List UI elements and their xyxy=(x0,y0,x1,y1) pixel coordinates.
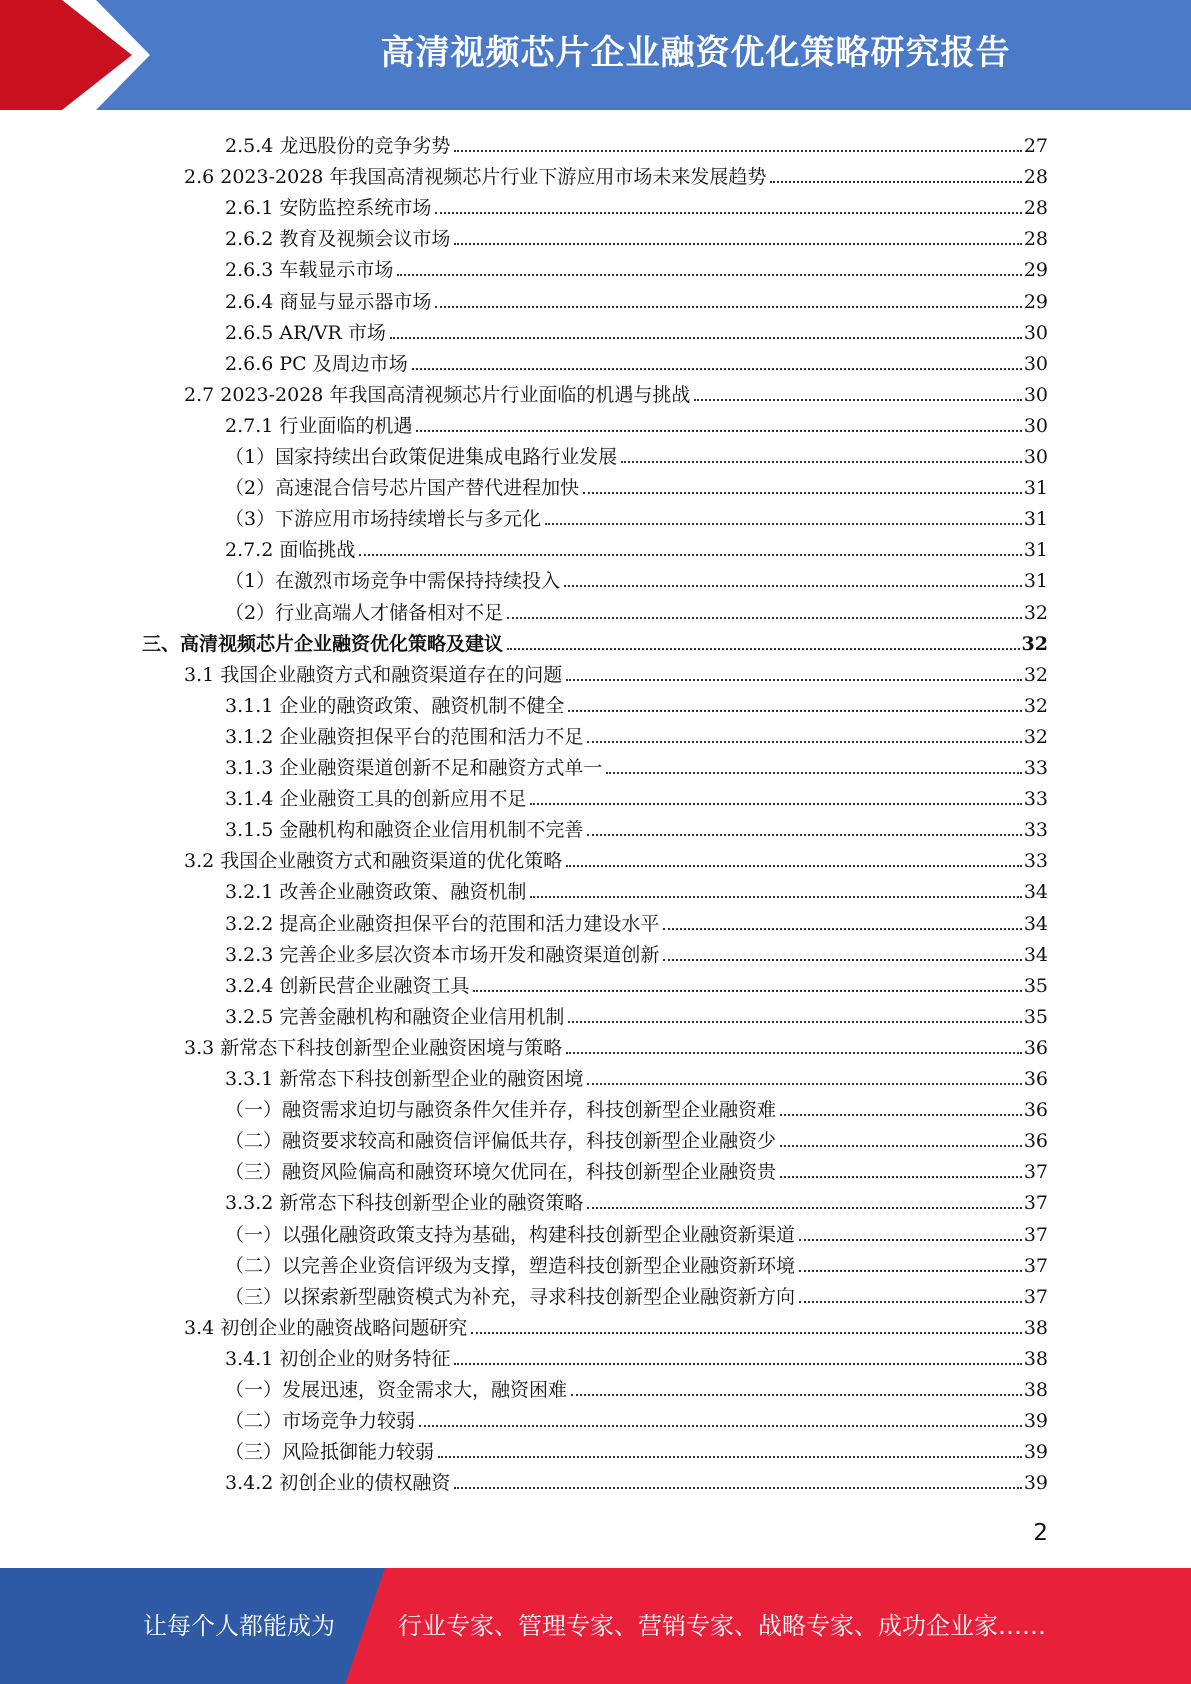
toc-entry[interactable] xyxy=(225,873,1048,904)
toc-entry-page: 36 xyxy=(1023,1036,1048,1059)
toc-dot-leader xyxy=(545,523,1022,525)
toc-entry[interactable] xyxy=(225,998,1048,1029)
toc-entry[interactable] xyxy=(225,1340,1048,1371)
toc-entry[interactable] xyxy=(225,687,1048,718)
toc-entry[interactable] xyxy=(225,594,1048,625)
toc-entry-label: （一）发展迅速，资金需求大，融资困难 xyxy=(225,1379,568,1401)
footer-slogan-right: 行业专家、管理专家、营销专家、战略专家、成功企业家…… xyxy=(398,1612,1046,1640)
toc-dot-leader xyxy=(780,1145,1022,1147)
toc-entry[interactable] xyxy=(225,1122,1048,1153)
toc-dot-leader xyxy=(564,585,1022,587)
toc-entry-page: 30 xyxy=(1023,383,1048,406)
toc-entry[interactable] xyxy=(225,345,1048,376)
toc-entry-label: （三）融资风险偏高和融资环境欠优同在，科技创新型企业融资贵 xyxy=(225,1161,777,1184)
toc-entry-page: 36 xyxy=(1023,1099,1048,1122)
toc-entry-label: （二）以完善企业资信评级为支撑，塑造科技创新型企业融资新环境 xyxy=(225,1254,796,1277)
toc-dot-leader xyxy=(663,928,1021,930)
toc-entry-page: 33 xyxy=(1023,788,1048,811)
toc-dot-leader xyxy=(454,1363,1021,1365)
toc-entry-page: 35 xyxy=(1023,974,1048,997)
toc-entry-label: 3.2.2 提高企业融资担保平台的范围和活力建设水平 xyxy=(225,912,660,935)
toc-entry[interactable] xyxy=(225,127,1048,158)
toc-dot-leader xyxy=(571,1394,1022,1396)
toc-entry[interactable] xyxy=(225,1433,1048,1464)
toc-entry-label: （一）以强化融资政策支持为基础，构建科技创新型企业融资新渠道 xyxy=(225,1223,796,1246)
toc-dot-leader xyxy=(471,1332,1022,1334)
toc-entry-label: 2.6.2 教育及视频会议市场 xyxy=(225,228,451,251)
toc-entry-label: 3.4.1 初创企业的财务特征 xyxy=(225,1347,451,1370)
toc-entry-page: 35 xyxy=(1023,1005,1048,1028)
toc-entry-label: （三）以探索新型融资模式为补充，寻求科技创新型企业融资新方向 xyxy=(225,1285,796,1308)
toc-entry-label: 2.7.1 行业面临的机遇 xyxy=(225,414,413,437)
toc-entry[interactable] xyxy=(225,314,1048,345)
page-number: 2 xyxy=(1033,1520,1048,1546)
toc-dot-leader xyxy=(473,990,1021,992)
toc-entry-page: 28 xyxy=(1023,197,1048,220)
toc-entry-page: 28 xyxy=(1023,166,1048,189)
toc-dot-leader xyxy=(587,1083,1021,1085)
toc-dot-leader xyxy=(507,648,1020,650)
toc-dot-leader xyxy=(587,834,1021,836)
toc-entry-label: （一）融资需求迫切与融资条件欠佳并存，科技创新型企业融资难 xyxy=(225,1099,777,1122)
toc-dot-leader xyxy=(799,1239,1022,1241)
toc-entry-page: 34 xyxy=(1023,943,1048,966)
page-footer xyxy=(0,1568,1191,1684)
toc-entry-page: 30 xyxy=(1023,446,1048,468)
toc-dot-leader xyxy=(397,274,1021,276)
toc-entry-page: 38 xyxy=(1023,1316,1048,1339)
toc-entry[interactable] xyxy=(184,1029,1048,1060)
report-title: 高清视频芯片企业融资优化策略研究报告 xyxy=(380,33,1011,73)
toc-entry-label: （二）市场竞争力较弱 xyxy=(225,1410,416,1433)
toc-entry-page: 33 xyxy=(1023,757,1048,779)
toc-entry[interactable] xyxy=(225,220,1048,251)
toc-entry-page: 30 xyxy=(1023,414,1048,437)
toc-entry-label: 2.7 2023-2028 年我国高清视频芯片行业面临的机遇与挑战 xyxy=(184,383,691,406)
toc-dot-leader xyxy=(663,959,1021,961)
toc-entry[interactable] xyxy=(184,1309,1048,1340)
toc-entry-page: 36 xyxy=(1023,1068,1048,1090)
toc-entry-page: 37 xyxy=(1023,1161,1048,1184)
toc-entry-label: 3.2.3 完善企业多层次资本市场开发和融资渠道创新 xyxy=(225,943,660,966)
toc-dot-leader xyxy=(566,679,1022,681)
toc-entry-label: （3）下游应用市场持续增长与多元化 xyxy=(225,508,542,531)
toc-entry-page: 39 xyxy=(1023,1472,1048,1495)
toc-entry[interactable] xyxy=(225,936,1048,967)
toc-entry-label: 3.1.4 企业融资工具的创新应用不足 xyxy=(225,788,527,811)
toc-entry-label: 3.1.1 企业的融资政策、融资机制不健全 xyxy=(225,694,565,717)
toc-entry-label: （1）在激烈市场竞争中需保持持续投入 xyxy=(225,570,561,593)
toc-entry-label: 3.1 我国企业融资方式和融资渠道存在的问题 xyxy=(184,663,563,686)
toc-entry-page: 31 xyxy=(1023,539,1048,562)
toc-entry[interactable] xyxy=(225,562,1048,593)
toc-entry[interactable] xyxy=(225,1371,1048,1402)
toc-dot-leader xyxy=(583,492,1022,494)
toc-entry[interactable] xyxy=(184,376,1048,407)
toc-entry-page: 39 xyxy=(1023,1410,1048,1433)
toc-entry[interactable] xyxy=(225,1153,1048,1184)
toc-dot-leader xyxy=(507,617,1022,619)
toc-entry[interactable] xyxy=(184,656,1048,687)
toc-entry-page: 34 xyxy=(1023,912,1048,935)
toc-entry[interactable] xyxy=(225,749,1048,780)
toc-dot-leader xyxy=(694,399,1021,401)
toc-entry-page: 32 xyxy=(1023,725,1048,748)
toc-entry-label: 3.1.2 企业融资担保平台的范围和活力不足 xyxy=(225,725,584,748)
toc-entry[interactable] xyxy=(225,469,1048,500)
toc-entry-label: 2.6.5 AR/VR 市场 xyxy=(225,321,386,344)
toc-entry-page: 29 xyxy=(1023,290,1048,313)
toc-dot-leader xyxy=(412,368,1022,370)
toc-entry[interactable] xyxy=(225,1464,1048,1495)
footer-slogan-left: 让每个人都能成为 xyxy=(143,1612,335,1640)
toc-entry[interactable] xyxy=(225,500,1048,531)
toc-entry-page: 37 xyxy=(1023,1192,1048,1215)
toc-entry-page: 27 xyxy=(1023,135,1048,157)
toc-dot-leader xyxy=(454,150,1021,152)
toc-entry[interactable] xyxy=(225,1184,1048,1215)
toc-entry-page: 33 xyxy=(1023,850,1048,873)
toc-entry-label: （三）风险抵御能力较弱 xyxy=(225,1441,435,1464)
toc-entry-label: （1）国家持续出台政策促进集成电路行业发展 xyxy=(225,446,618,468)
toc-entry-label: 2.6 2023-2028 年我国高清视频芯片行业下游应用市场未来发展趋势 xyxy=(184,166,767,189)
toc-entry-label: 3.4 初创企业的融资战略问题研究 xyxy=(184,1316,468,1339)
toc-entry-label: 2.6.6 PC 及周边市场 xyxy=(225,352,408,375)
toc-dot-leader xyxy=(435,306,1021,308)
toc-entry-page: 29 xyxy=(1023,259,1048,282)
toc-dot-leader xyxy=(566,1052,1022,1054)
toc-dot-leader xyxy=(416,430,1021,432)
toc-entry-label: 3.3.1 新常态下科技创新型企业的融资困境 xyxy=(225,1068,584,1090)
toc-entry-label: 3.2.1 改善企业融资政策、融资机制 xyxy=(225,881,527,904)
toc-entry-label: 3.1.5 金融机构和融资企业信用机制不完善 xyxy=(225,819,584,842)
toc-entry[interactable] xyxy=(225,718,1048,749)
toc-entry-label: 2.7.2 面临挑战 xyxy=(225,539,356,562)
toc-dot-leader xyxy=(435,212,1021,214)
toc-entry-page: 37 xyxy=(1023,1254,1048,1277)
toc-entry-page: 30 xyxy=(1023,352,1048,375)
toc-entry-label: 3.2.4 创新民营企业融资工具 xyxy=(225,974,470,997)
toc-entry[interactable] xyxy=(225,283,1048,314)
toc-dot-leader xyxy=(799,1270,1022,1272)
toc-entry[interactable] xyxy=(184,158,1048,189)
toc-dot-leader xyxy=(566,865,1022,867)
toc-entry-label: 3.3 新常态下科技创新型企业融资困境与策略 xyxy=(184,1036,563,1059)
toc-entry[interactable] xyxy=(184,842,1048,873)
toc-entry-page: 31 xyxy=(1023,477,1048,500)
toc-entry-label: 3.1.3 企业融资渠道创新不足和融资方式单一 xyxy=(225,757,603,779)
toc-dot-leader xyxy=(568,1021,1021,1023)
toc-dot-leader xyxy=(530,803,1021,805)
toc-entry-page: 37 xyxy=(1023,1285,1048,1308)
toc-entry-label: 3.2 我国企业融资方式和融资渠道的优化策略 xyxy=(184,850,563,873)
toc-entry-label: 3.2.5 完善金融机构和融资企业信用机制 xyxy=(225,1005,565,1028)
toc-entry-page: 31 xyxy=(1023,570,1048,593)
toc-entry-label: （2）行业高端人才储备相对不足 xyxy=(225,601,504,624)
toc-dot-leader xyxy=(438,1456,1022,1458)
toc-entry[interactable] xyxy=(225,780,1048,811)
toc-entry-page: 31 xyxy=(1023,508,1048,531)
page-header xyxy=(0,0,1191,110)
toc-entry-page: 32 xyxy=(1023,663,1048,686)
toc-dot-leader xyxy=(770,181,1021,183)
toc-dot-leader xyxy=(780,1114,1022,1116)
toc-dot-leader xyxy=(359,554,1021,556)
toc-entry-label: 三、高清视频芯片企业融资优化策略及建议 xyxy=(142,632,504,655)
toc-entry-page: 34 xyxy=(1023,881,1048,904)
toc-dot-leader xyxy=(621,461,1022,463)
toc-entry[interactable] xyxy=(225,1278,1048,1309)
toc-entry[interactable] xyxy=(225,251,1048,282)
toc-entry-page: 37 xyxy=(1023,1223,1048,1246)
toc-dot-leader xyxy=(780,1176,1022,1178)
toc-dot-leader xyxy=(587,741,1021,743)
toc-dot-leader xyxy=(530,896,1021,898)
toc-entry[interactable] xyxy=(225,1247,1048,1278)
toc-dot-leader xyxy=(454,243,1021,245)
toc-entry-label: 3.3.2 新常态下科技创新型企业的融资策略 xyxy=(225,1192,584,1215)
toc-dot-leader xyxy=(568,710,1021,712)
toc-entry[interactable] xyxy=(225,1402,1048,1433)
toc-entry-label: （二）融资要求较高和融资信评偏低共存，科技创新型企业融资少 xyxy=(225,1130,777,1153)
toc-entry-label: 2.6.4 商显与显示器市场 xyxy=(225,290,432,313)
toc-entry-label: 2.6.1 安防监控系统市场 xyxy=(225,197,432,220)
toc-entry-page: 28 xyxy=(1023,228,1048,251)
toc-entry-label: 3.4.2 初创企业的债权融资 xyxy=(225,1472,451,1495)
toc-entry-page: 39 xyxy=(1023,1441,1048,1464)
toc-entry[interactable] xyxy=(225,811,1048,842)
toc-entry[interactable] xyxy=(225,189,1048,220)
toc-entry[interactable] xyxy=(225,531,1048,562)
toc-entry-label: 2.6.3 车载显示市场 xyxy=(225,259,394,282)
toc-dot-leader xyxy=(390,337,1022,339)
toc-entry[interactable] xyxy=(225,438,1048,469)
toc-entry-label: （2）高速混合信号芯片国产替代进程加快 xyxy=(225,477,580,500)
toc-entry-label: 2.5.4 龙迅股份的竞争劣势 xyxy=(225,135,451,157)
toc-dot-leader xyxy=(587,1207,1021,1209)
toc-dot-leader xyxy=(419,1425,1022,1427)
toc-entry[interactable] xyxy=(225,1091,1048,1122)
toc-entry[interactable] xyxy=(225,967,1048,998)
toc-entry-page: 38 xyxy=(1023,1347,1048,1370)
toc-entry[interactable] xyxy=(225,1216,1048,1247)
toc-entry-page: 30 xyxy=(1023,321,1048,344)
toc-entry[interactable] xyxy=(142,625,1048,656)
toc-entry-page: 38 xyxy=(1023,1379,1048,1401)
toc-entry-page: 36 xyxy=(1023,1130,1048,1153)
toc-entry[interactable] xyxy=(225,905,1048,936)
toc-entry-page: 32 xyxy=(1021,632,1048,655)
toc-entry-page: 33 xyxy=(1023,819,1048,842)
toc-entry-page: 32 xyxy=(1023,694,1048,717)
toc-dot-leader xyxy=(799,1301,1022,1303)
toc-entry-page: 32 xyxy=(1023,601,1048,624)
toc-dot-leader xyxy=(454,1487,1021,1489)
toc-dot-leader xyxy=(606,772,1021,774)
toc-entry[interactable] xyxy=(225,407,1048,438)
toc-entry[interactable] xyxy=(225,1060,1048,1091)
